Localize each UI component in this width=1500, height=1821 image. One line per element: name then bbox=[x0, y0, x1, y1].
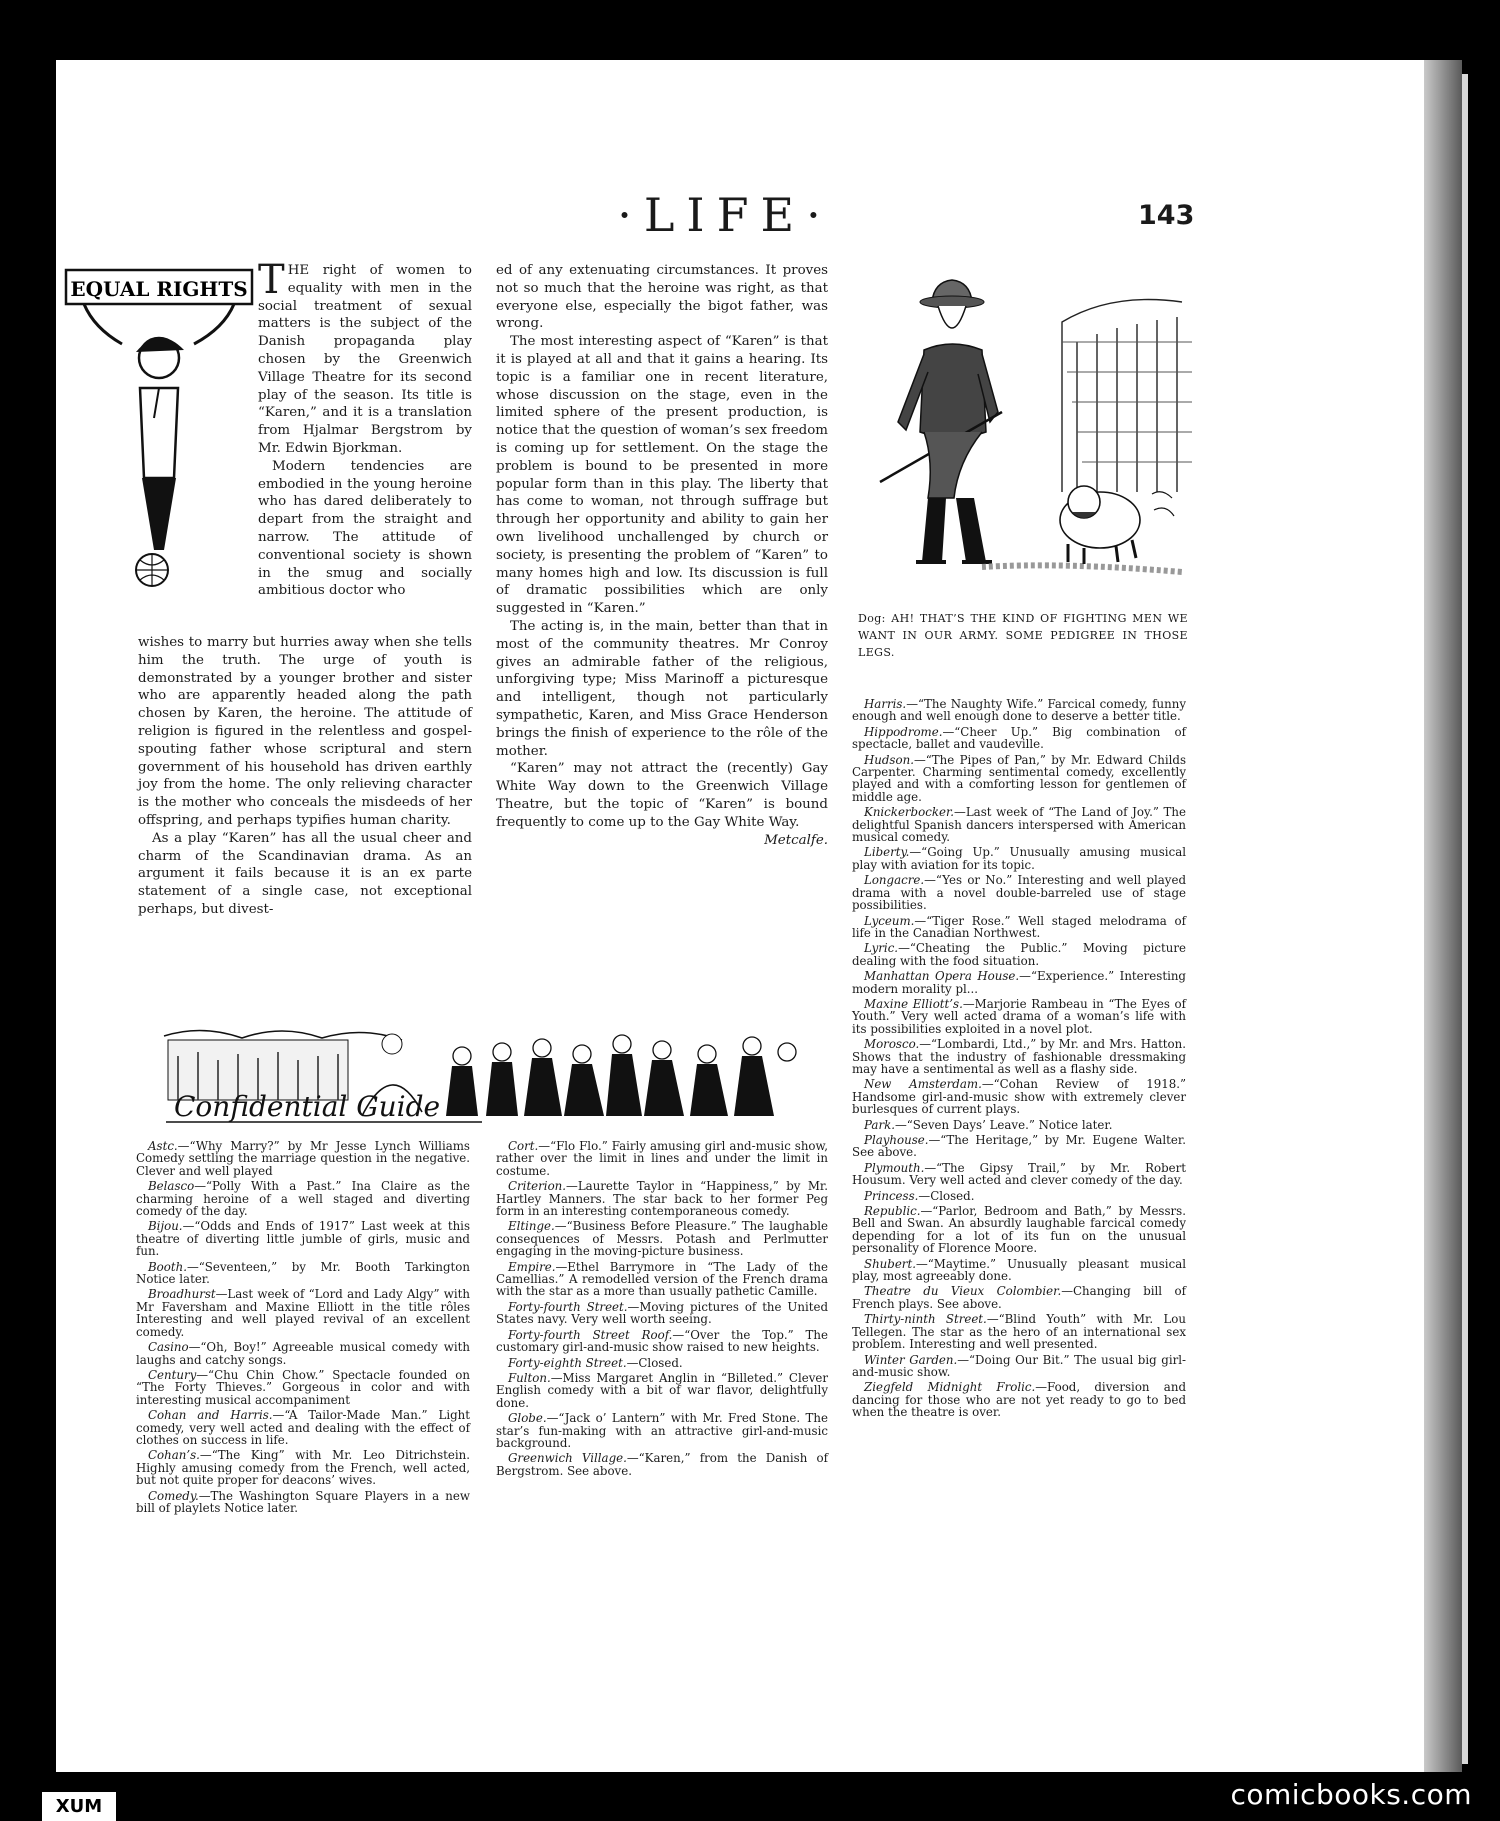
guide-venue: Criterion. bbox=[508, 1179, 567, 1194]
guide-description: —Changing bill of French plays. See above. bbox=[852, 1284, 1186, 1311]
guide-venue: Broadhurst bbox=[148, 1287, 216, 1302]
guide-entry bbox=[852, 1119, 1186, 1131]
guide-description: —Last week of “Lord and Lady Algy” with Mr Faversham and Maxine Elliott in the title rôles Interesting and well played revival of an excellent comedy. bbox=[136, 1287, 470, 1339]
guide-entry bbox=[852, 1354, 1186, 1379]
watermark: comicbooks.com bbox=[1230, 1778, 1472, 1811]
guide-entry bbox=[136, 1409, 470, 1446]
guide-entry bbox=[496, 1180, 828, 1217]
guide-venue: Ziegfeld Midnight Frolic. bbox=[864, 1380, 1036, 1395]
guide-venue: Eltinge. bbox=[508, 1219, 555, 1234]
guide-entry bbox=[496, 1220, 828, 1257]
guide-venue: Park. bbox=[864, 1117, 895, 1132]
guide-venue: Lyric. bbox=[864, 941, 899, 956]
guide-venue: Forty-fourth Street Roof. bbox=[508, 1327, 673, 1342]
guide-venue: Winter Garden. bbox=[864, 1352, 958, 1367]
page-edge bbox=[1462, 74, 1468, 1764]
guide-entry bbox=[852, 1038, 1186, 1075]
guide-description: —“The Gipsy Trail,” by Mr. Robert Housum. Very well acted and clever comedy of the day. bbox=[852, 1160, 1186, 1188]
guide-venue: Astc. bbox=[148, 1139, 178, 1153]
guide-venue: Fulton. bbox=[508, 1370, 551, 1385]
guide-description: —Food, diversion and dancing for those who are not yet ready to go to bed when the theatre is over. bbox=[852, 1380, 1186, 1420]
review-col1-lower bbox=[138, 634, 472, 919]
guide-entry bbox=[852, 1285, 1186, 1310]
guide-description: —“Parlor, Bedroom and Bath,” by Messrs. Bell and Swan. An absurdly laughable farcical comedy depending for a lot of its fun on the unusual personality of Florence Moore. bbox=[852, 1204, 1186, 1256]
guide-venue: Thirty-ninth Street. bbox=[864, 1312, 987, 1327]
review-paragraph-7-text: “Karen” may not attract the (recently) Gay White Way down to the Greenwich Village Theatre, but the topic of “Karen” is bound frequently to come up to the Gay White Way. bbox=[496, 761, 828, 830]
guide-description: —“Lombardi, Ltd.,” by Mr. and Mrs. Hatton. Shows that the industry of fashionable dressmaking may have a sentimental as well as a flashy side. bbox=[852, 1037, 1186, 1076]
guide-description: —“Oh, Boy!” Agreeable musical comedy with laughs and catchy songs. bbox=[136, 1340, 470, 1367]
guide-entry bbox=[852, 1134, 1186, 1159]
guide-description: —“The King” with Mr. Leo Ditrichstein. Highly amusing comedy from the French, well acted, but not quite proper for deacons’ wives. bbox=[136, 1448, 470, 1488]
guide-description: —“Cohan Review of 1918.” Handsome girl-and-music show with extremely clever burlesques of current plays. bbox=[852, 1077, 1186, 1117]
guide-venue: Cohan and Harris. bbox=[148, 1408, 273, 1423]
guide-entry bbox=[852, 874, 1186, 911]
confidential-guide-banner bbox=[162, 1016, 802, 1132]
guide-venue: Manhattan Opera House. bbox=[864, 969, 1020, 984]
guide-description: —Marjorie Rambeau in “The Eyes of Youth.” Very well acted drama of a woman’s life with its possibilities exploited in a novel plot. bbox=[852, 996, 1186, 1036]
guide-description: —Laurette Taylor in “Happiness,” by Mr. Hartley Manners. The star back to her former Peg form in an interesting contemporaneous comedy. bbox=[496, 1179, 828, 1219]
guide-description: —“Going Up.” Unusually amusing musical play with aviation for its topic. bbox=[852, 845, 1186, 872]
guide-entry bbox=[496, 1412, 828, 1449]
guide-description: —“Tiger Rose.” Well staged melodrama of life in the Canadian Northwest. bbox=[852, 913, 1186, 940]
guide-venue: Theatre du Vieux Colombier. bbox=[864, 1284, 1062, 1299]
guide-venue: Longacre. bbox=[864, 873, 925, 888]
scan-tag: XUM bbox=[42, 1792, 116, 1821]
guide-venue: Hippodrome. bbox=[864, 724, 943, 739]
guide-entry bbox=[852, 806, 1186, 843]
guide-column-1 bbox=[136, 1140, 470, 1517]
guide-venue: Empire. bbox=[508, 1259, 556, 1274]
equal-rights-illustration bbox=[64, 258, 260, 618]
guide-entry bbox=[496, 1140, 828, 1177]
guide-venue: Morosco. bbox=[864, 1037, 920, 1052]
guide-venue: Casino bbox=[148, 1340, 189, 1355]
review-paragraph-1: HE right of women to equality with men in the social treatment of sexual matters is the subject of the Danish propaganda play chosen by the Greenwich Village Theatre for its second play of the season. Its title is “Karen,” and it is a translation from Hjalmar Bergstrom by Mr. Edwin Bjorkman. bbox=[258, 263, 472, 456]
guide-venue: Plymouth. bbox=[864, 1160, 925, 1175]
guide-description: —“Jack o’ Lantern” with Mr. Fred Stone. The star’s fun-making with an attractive girl-and-music background. bbox=[496, 1411, 828, 1450]
guide-venue: Princess. bbox=[864, 1188, 919, 1203]
guide-entry bbox=[852, 998, 1186, 1035]
guide-venue: Comedy. bbox=[148, 1488, 199, 1503]
guide-column-2 bbox=[496, 1140, 828, 1480]
guide-description: —Moving pictures of the United States navy. Very well worth seeing. bbox=[496, 1299, 828, 1327]
guide-entry bbox=[852, 970, 1186, 995]
guide-entry bbox=[136, 1341, 470, 1366]
guide-description: —“Flo Flo.” Fairly amusing girl and-music show, rather over the limit in lines and under the limit in costume. bbox=[496, 1139, 828, 1178]
guide-entry bbox=[136, 1140, 470, 1177]
guide-entry bbox=[496, 1372, 828, 1409]
guide-venue: Lyceum. bbox=[864, 913, 915, 928]
guide-description: —Closed. bbox=[918, 1188, 975, 1203]
guide-entry bbox=[136, 1220, 470, 1257]
guide-description: —Last week of “The Land of Joy.” The delightful Spanish dancers interspersed with American musical comedy. bbox=[852, 805, 1186, 845]
guide-venue: Cort. bbox=[508, 1139, 539, 1153]
guide-entry bbox=[496, 1357, 828, 1369]
guide-description: —Closed. bbox=[626, 1355, 683, 1370]
review-paragraph-3: As a play “Karen” has all the usual cheer and charm of the Scandinavian drama. As an argument it fails because it is an ex parte statement of a single case, not exceptional perhaps, but divest- bbox=[138, 830, 472, 917]
review-paragraph-5: The most interesting aspect of “Karen” is that it is played at all and that it gains a hearing. Its topic is a familiar one in recent literature, whose discussion on the stage, even in the limited sphere of the present production, is notice that the question of woman’s sex freedom is coming up for settlement. On the stage the problem is bound to be presented in more popular form than in this play. The liberty that has come to woman, not through suffrage but through her opportunity and ability to gain her own livelihood unchallenged by church or society, is presenting the problem of “Karen” to many homes high and low. Its discussion is full of dramatic possibilities which are only suggested in “Karen.” bbox=[496, 334, 828, 617]
review-paragraph-2b: wishes to marry but hurries away when she tells him the truth. The urge of youth is demonstrated by a younger brother and sister who are apparently headed along the path chosen by Karen, the heroine. The attitude of religion is figured in the relentless and gospel-spouting father whose scriptural and stern government of his household has driven earthly joy from the home. The only relieving character is the mother who conceals the misdeeds of her offspring, and perhaps typifies human charity. bbox=[138, 635, 472, 828]
guide-entry bbox=[852, 1258, 1186, 1283]
guide-description: —The Washington Square Players in a new bill of playlets Notice later. bbox=[136, 1488, 470, 1515]
guide-entry bbox=[136, 1449, 470, 1486]
guide-entry bbox=[852, 1205, 1186, 1255]
guide-venue: Maxine Elliott’s. bbox=[864, 996, 963, 1011]
guide-entry bbox=[852, 1162, 1186, 1187]
guide-entry bbox=[136, 1369, 470, 1406]
guide-description: —“Cheer Up.” Big combination of spectacle, ballet and vaudeville. bbox=[852, 724, 1186, 752]
review-column-2 bbox=[496, 262, 828, 849]
sign-text: EQUAL RIGHTS bbox=[70, 277, 248, 301]
guide-venue: Belasco bbox=[148, 1179, 195, 1194]
guide-venue: Century bbox=[148, 1367, 197, 1382]
guide-venue: Globe. bbox=[508, 1411, 547, 1426]
guide-entry bbox=[496, 1301, 828, 1326]
guide-venue: Harris. bbox=[864, 697, 907, 711]
guide-description: —“Why Marry?” by Mr Jesse Lynch Williams Comedy settling the marriage question in the negative. Clever and well played bbox=[136, 1139, 470, 1178]
guide-venue: Cohan’s. bbox=[148, 1448, 200, 1463]
guide-venue: Booth. bbox=[148, 1259, 187, 1274]
guide-description: —“The Naughty Wife.” Farcical comedy, funny enough and well enough done to deserve a better title. bbox=[852, 697, 1186, 724]
guide-entry bbox=[852, 942, 1186, 967]
guide-venue: Republic. bbox=[864, 1204, 921, 1219]
review-paragraph-6: The acting is, in the main, better than that in most of the community theatres. Mr Conroy gives an admirable father of the religious, unforgiving type; Miss Marinoff a picturesque and intelligent, though not particularly sympathetic, Karen, and Miss Grace Henderson brings the finish of experience to the rôle of the mother. bbox=[496, 618, 828, 759]
guide-description: —“The Pipes of Pan,” by Mr. Edward Childs Carpenter. Charming sentimental comedy, excellently played and with a comforting lesson for gentlemen of middle age. bbox=[852, 752, 1186, 804]
guide-venue: Playhouse. bbox=[864, 1133, 929, 1147]
guide-description: —“Doing Our Bit.” The usual big girl-and-music show. bbox=[852, 1352, 1186, 1379]
guide-description: —Miss Margaret Anglin in “Billeted.” Clever English comedy with a bit of war flavor, delightfully done. bbox=[496, 1370, 828, 1410]
review-paragraph-7 bbox=[496, 760, 828, 848]
guide-entry bbox=[136, 1490, 470, 1515]
guide-entry bbox=[852, 698, 1186, 723]
guide-description: —“Seventeen,” by Mr. Booth Tarkington Notice later. bbox=[136, 1259, 470, 1287]
guide-venue: Liberty. bbox=[864, 845, 910, 860]
guide-venue: New Amsterdam. bbox=[864, 1077, 982, 1092]
guide-description: —“Odds and Ends of 1917” Last week at this theatre of diverting little jumble of girls, music and fun. bbox=[136, 1219, 470, 1259]
guide-entry bbox=[852, 726, 1186, 751]
page-number: 143 bbox=[1138, 200, 1195, 231]
guide-description: —“A Tailor-Made Man.” Light comedy, very well acted and dealing with the effect of clothes on success in life. bbox=[136, 1408, 471, 1447]
guide-column-3 bbox=[852, 698, 1186, 1422]
page-binding-shadow bbox=[1424, 60, 1462, 1772]
guide-description: —“Over the Top.” The customary girl-and-music show raised to new heights. bbox=[496, 1327, 828, 1355]
guide-entry bbox=[136, 1180, 470, 1217]
guide-description: —“Cheating the Public.” Moving picture dealing with the food situation. bbox=[852, 941, 1186, 968]
author-signature: Metcalfe. bbox=[764, 832, 828, 848]
guide-venue: Shubert. bbox=[864, 1256, 916, 1271]
banner-title: Confidential Guide bbox=[174, 1090, 441, 1123]
guide-entry bbox=[852, 1190, 1186, 1202]
guide-entry bbox=[136, 1288, 470, 1338]
guide-description: —“Polly With a Past.” Ina Claire as the charming heroine of a well staged and diverting comedy of the day. bbox=[136, 1179, 470, 1219]
guide-description: —“Chu Chin Chow.” Spectacle founded on “The Forty Thieves.” Gorgeous in color and with interesting musical accompaniment bbox=[136, 1367, 470, 1407]
guide-description: —“Experience.” Interesting modern morality pl... bbox=[852, 969, 1186, 996]
guide-entry bbox=[852, 1078, 1186, 1115]
guide-description: —“Blind Youth” with Mr. Lou Tellegen. The star as the hero of an international sex problem. Interesting and well presented. bbox=[852, 1312, 1186, 1352]
guide-entry bbox=[852, 915, 1186, 940]
guide-description: —“The Heritage,” by Mr. Eugene Walter. See above. bbox=[852, 1133, 1186, 1160]
guide-entry bbox=[852, 1313, 1186, 1350]
guide-venue: Forty-fourth Street. bbox=[508, 1299, 628, 1314]
guide-venue: Forty-eighth Street. bbox=[508, 1355, 627, 1370]
guide-venue: Greenwich Village. bbox=[508, 1451, 627, 1466]
guide-entry bbox=[852, 1381, 1186, 1418]
guide-description: —“Yes or No.” Interesting and well played drama with a novel double-barreled use of stage possibilities. bbox=[852, 873, 1186, 913]
guide-description: —“Seven Days’ Leave.” Notice later. bbox=[894, 1117, 1113, 1132]
guide-entry bbox=[496, 1329, 828, 1354]
guide-venue: Hudson. bbox=[864, 752, 914, 767]
guide-description: —“Karen,” from the Danish of Bergstrom. See above. bbox=[496, 1451, 828, 1478]
guide-description: —Ethel Barrymore in “The Lady of the Camellias.” A remodelled version of the French drama with the star as a more than usually pathetic Camille. bbox=[496, 1259, 828, 1299]
review-paragraph-4: ed of any extenuating circumstances. It proves not so much that the heroine was right, as that everyone else, especially the bigot father, was wrong. bbox=[496, 263, 828, 332]
review-intro bbox=[258, 257, 472, 600]
guide-entry bbox=[136, 1261, 470, 1286]
guide-venue: Knickerbocker. bbox=[864, 805, 955, 820]
army-dog-cartoon bbox=[862, 262, 1194, 592]
masthead: ·LIFE· bbox=[617, 188, 833, 242]
cartoon-caption: Dog: AH! THAT’S THE KIND OF FIGHTING MEN WE WANT IN OUR ARMY. SOME PEDIGREE IN THOSE LEGS. bbox=[858, 612, 1188, 659]
guide-entry bbox=[496, 1452, 828, 1477]
guide-venue: Bijou. bbox=[148, 1219, 183, 1234]
guide-entry bbox=[852, 846, 1186, 871]
guide-entry bbox=[852, 754, 1186, 804]
drop-cap: T bbox=[258, 257, 285, 303]
review-paragraph-2a: Modern tendencies are embodied in the young heroine who has dared deliberately to depart from the straight and narrow. The attitude of conventional society is shown in the smug and socially ambitious doctor who bbox=[258, 458, 472, 599]
guide-entry bbox=[496, 1261, 828, 1298]
guide-description: —“Business Before Pleasure.” The laughable consequences of Messrs. Potash and Perlmutter engaging in the moving-picture business. bbox=[496, 1219, 828, 1259]
guide-description: —“Maytime.” Unusually pleasant musical play, most agreeably done. bbox=[852, 1256, 1186, 1284]
